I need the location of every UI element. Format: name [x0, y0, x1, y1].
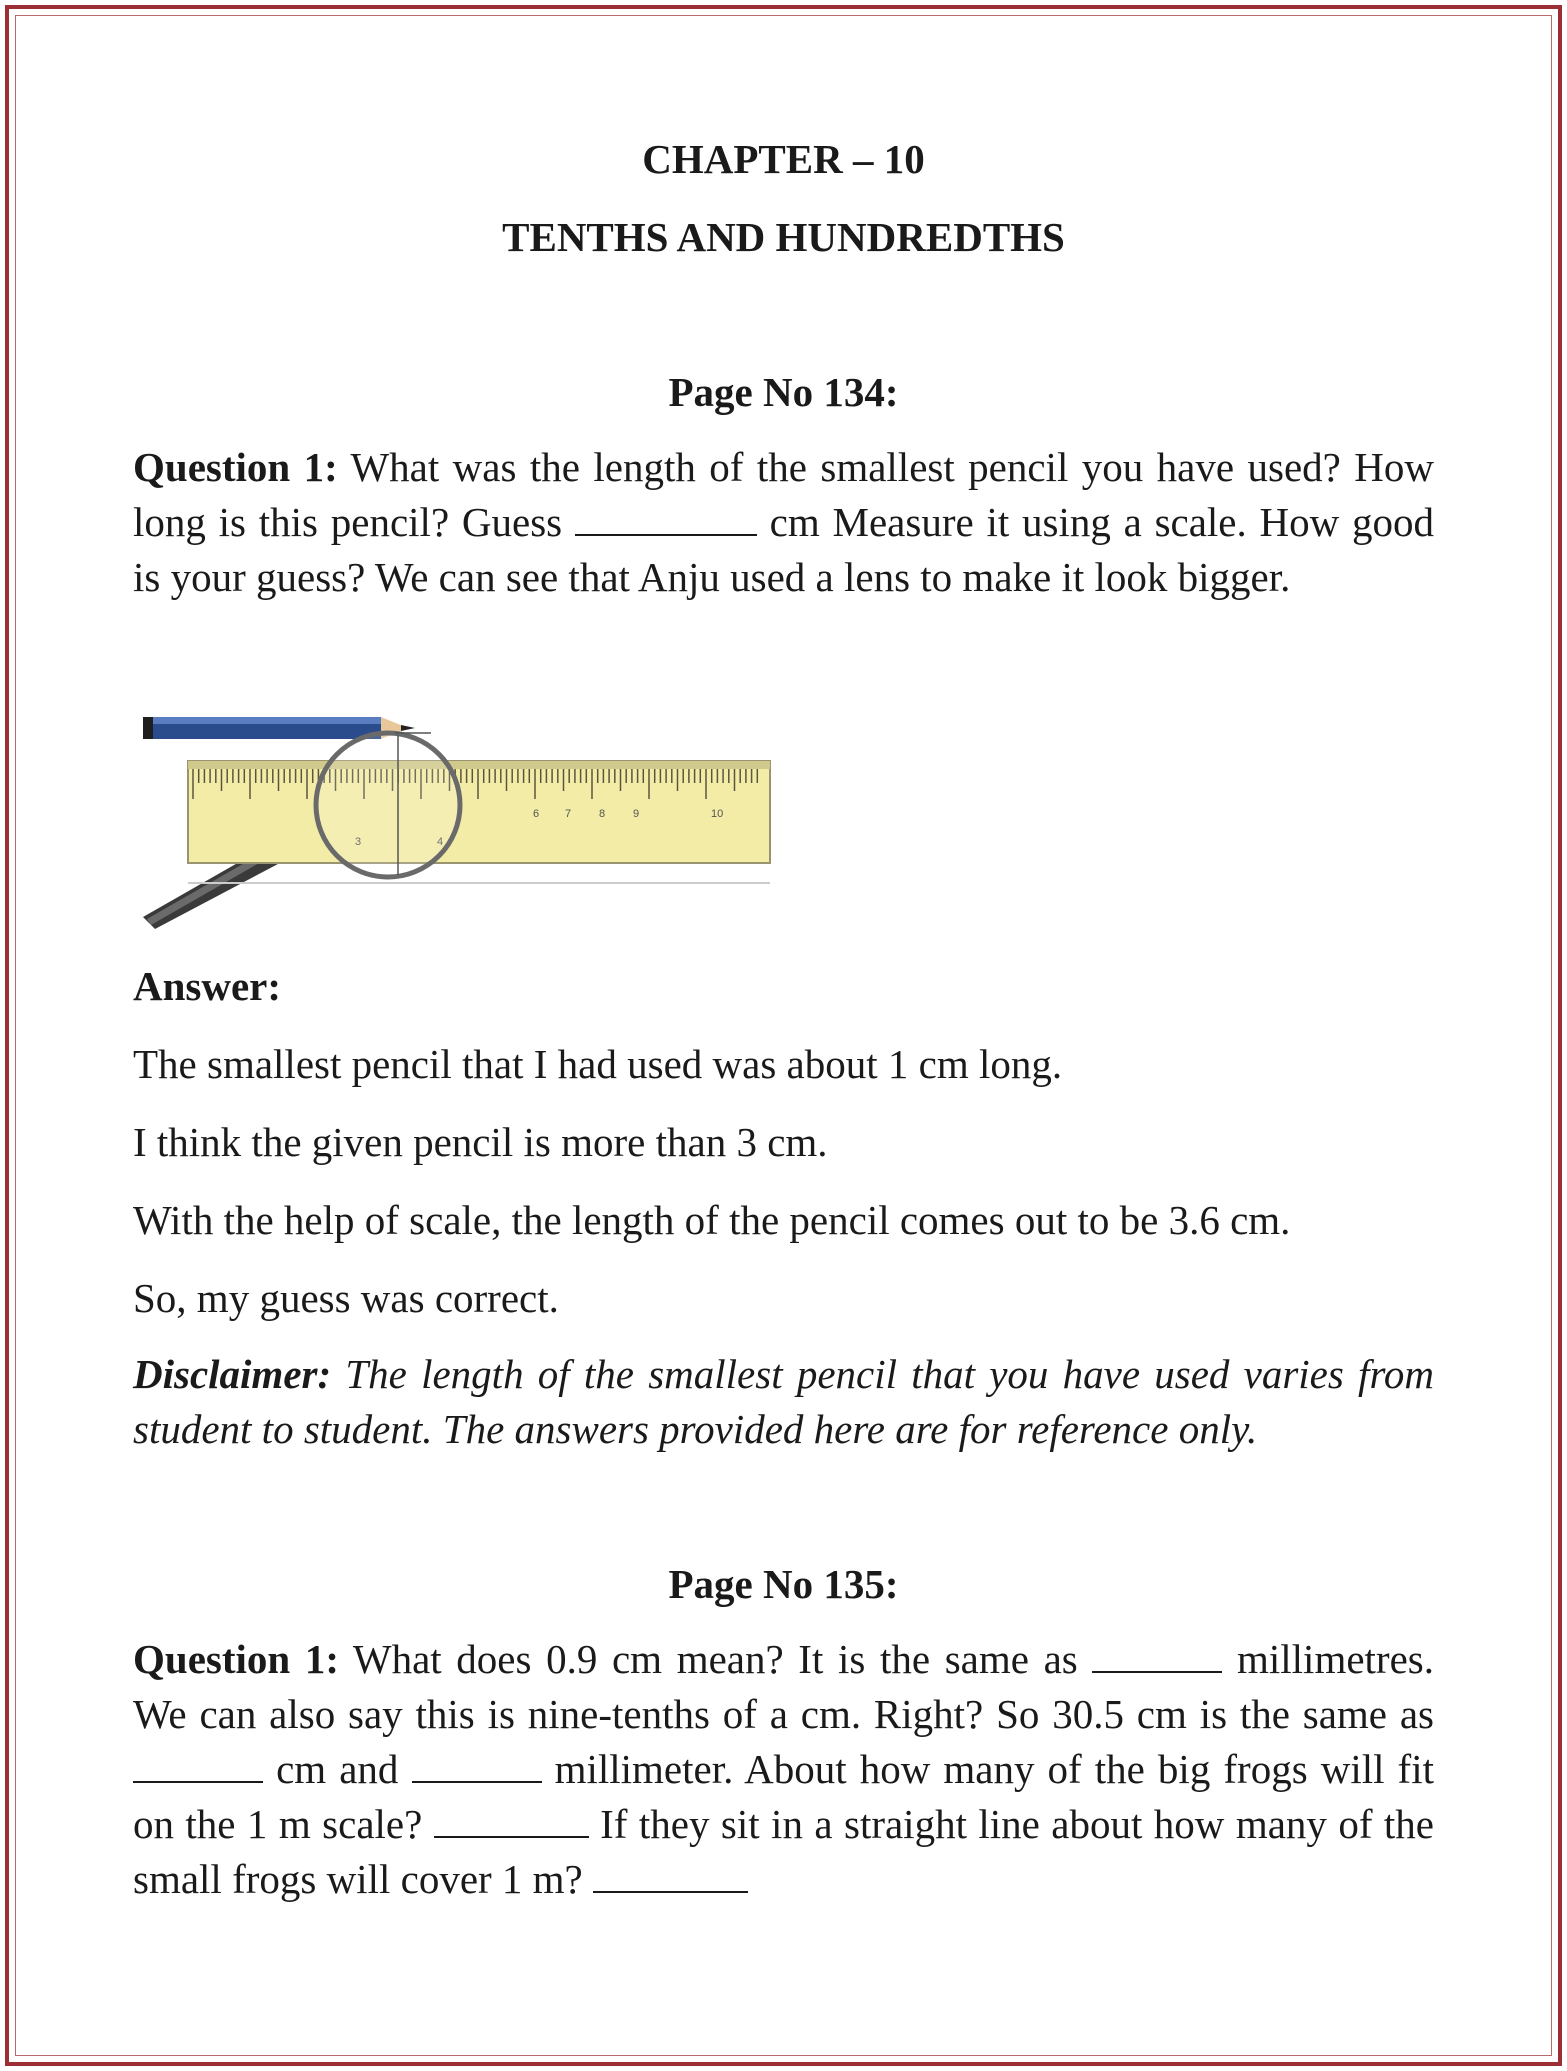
ruler-number: 9	[633, 808, 640, 820]
answer-line-3: With the help of scale, the length of the pencil comes out to be 3.6 cm.	[133, 1197, 1291, 1243]
answer-line-4: So, my guess was correct.	[133, 1275, 559, 1321]
answer-blank	[1092, 1637, 1222, 1673]
ruler-number: 6	[533, 808, 540, 820]
answer-line-1: The smallest pencil that I had used was about 1 cm long.	[133, 1041, 1063, 1087]
disclaimer-label: Disclaimer:	[133, 1351, 332, 1397]
ruler-number: 4	[437, 836, 444, 848]
question-text-part1: What was the length of the smallest pencil you have used? How long is this pencil? Guess	[133, 444, 1434, 545]
question-1-page-134	[133, 440, 1434, 605]
answer-line-2: I think the given pencil is more than 3 cm.	[133, 1119, 828, 1165]
answer-blank	[412, 1747, 542, 1783]
answer-label: Answer:	[133, 963, 282, 1009]
question-text-part4: millimeter. About how many of the big frogs will fit on the 1 m scale?	[133, 1746, 1434, 1847]
question-label: Question 1:	[133, 1636, 339, 1682]
chapter-title: TENTHS AND HUNDREDTHS	[502, 214, 1065, 260]
ruler-number: 3	[355, 836, 362, 848]
chapter-number: CHAPTER – 10	[642, 136, 925, 182]
page-label-135: Page No 135:	[668, 1561, 899, 1607]
answer-blank	[133, 1747, 263, 1783]
question-1-page-135	[133, 1632, 1434, 1907]
answer-blank	[434, 1802, 589, 1838]
question-text-part5: If they sit in a straight line about how many of the small frogs will cover 1 m?	[133, 1801, 1434, 1902]
ruler-number: 8	[599, 808, 606, 820]
question-label: Question 1:	[133, 444, 338, 490]
ruler-number: 10	[711, 808, 724, 820]
question-text-part1: What does 0.9 cm mean? It is the same as	[338, 1636, 1093, 1682]
question-text-part2: millimetres. We can also say this is nine-tenths of a cm. Right? So 30.5 cm is the same as	[133, 1636, 1434, 1737]
ruler-number: 7	[565, 808, 572, 820]
disclaimer	[133, 1347, 1434, 1457]
ruler-with-magnifier-icon	[133, 705, 773, 930]
page-label-134: Page No 134:	[668, 369, 899, 415]
answer-blank	[593, 1857, 748, 1893]
answer-blank	[575, 500, 757, 536]
magnifier-lens-icon	[316, 733, 460, 877]
question-text-part3: cm and	[263, 1746, 412, 1792]
disclaimer-text: The length of the smallest pencil that you have used varies from student to student. The answers provided here are for reference only.	[133, 1351, 1434, 1452]
question-text-part2: cm Measure it using a scale. How good is your guess? We can see that Anju used a lens to make it look bigger.	[133, 499, 1435, 600]
